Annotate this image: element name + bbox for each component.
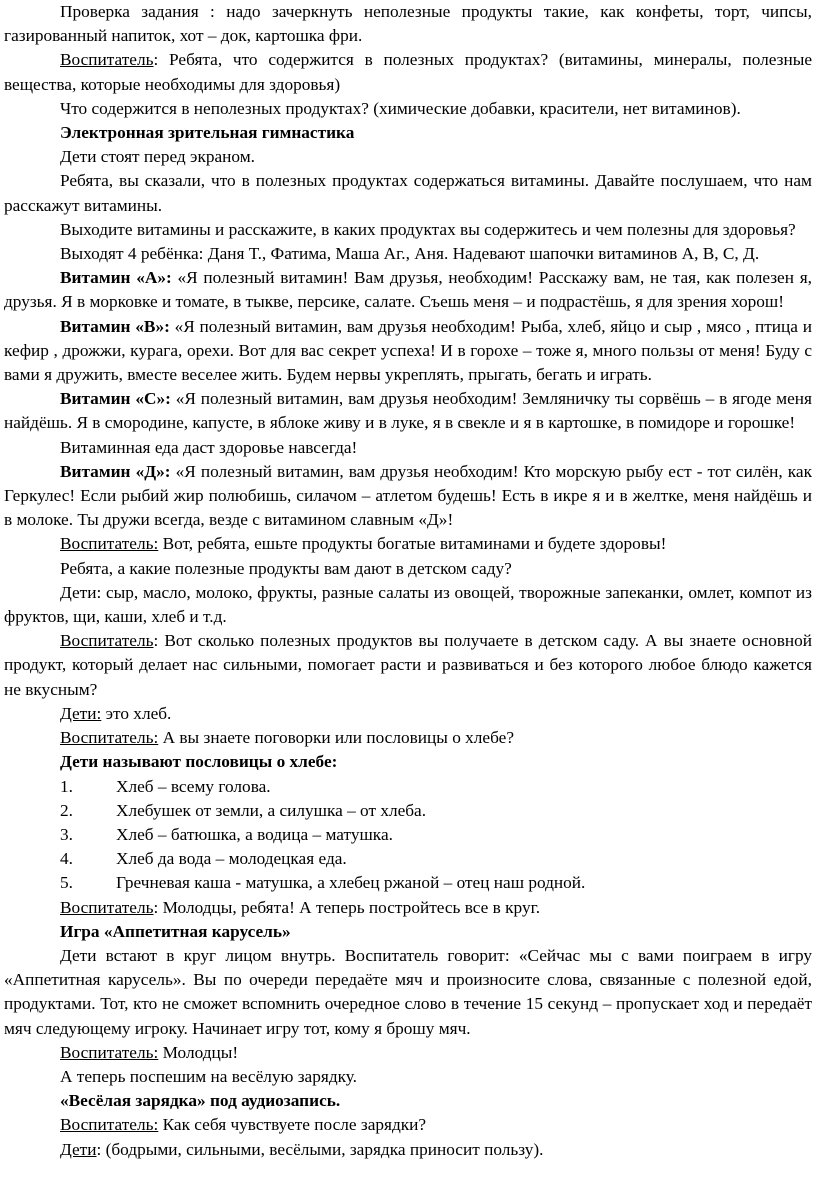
paragraph-task-check: Проверка задания : надо зачеркнуть неполезные продукты такие, как конфеты, торт, чипсы, газированный напиток, хот – док, картошка фри. xyxy=(4,2,812,46)
paragraph-game-rules: Дети встают в круг лицом внутрь. Воспитатель говорит: «Сейчас мы с вами поиграем в игру «Аппетитная карусель». Вы по очереди передаёте мяч и произносите слова, связанные с полезной едой, продуктами. Тот, кто не сможет вспомнить очередное слово в течение 15 секунд – пропускает ход и передаёт мяч следующему игроку. Начинает игру тот, кому я брошу мяч. xyxy=(4,945,812,1038)
vitamin-a-text: «Я полезный витамин! Вам друзья, необходим! Расскажу вам, не тая, как полезен я, друзья. Я в морковке и томате, в тыкве, персике, салате. Съешь меня – и подрастёшь, я для зрения хорош! xyxy=(4,268,812,312)
heading-proverbs: Дети называют пословицы о хлебе: xyxy=(60,752,338,772)
speaker-label: Воспитатель xyxy=(60,631,154,651)
speaker-label: Воспитатель: xyxy=(60,534,159,554)
speaker-label: Дети: xyxy=(60,703,102,723)
vitamin-b-text: «Я полезный витамин, вам друзья необходим! Рыба, хлеб, яйцо и сыр , мясо , птица и кефир , дрожжи, курага, орехи. Вот для вас секрет успеха! И в горохе – тоже я, много пользы от меня! Буду с вами я дружить, вместе веселее жить. Будем нервы укреплять, прыгать, бегать и играть. xyxy=(4,316,812,385)
paragraph-form-circle xyxy=(4,896,812,920)
paragraph-vitamin-b xyxy=(4,315,812,388)
paragraph-feel-question xyxy=(4,1113,812,1137)
speaker-label: Воспитатель: xyxy=(60,1115,159,1135)
paragraph-vitamin-d xyxy=(4,460,812,533)
list-item: 5. Гречневая каша - матушка, а хлебец ржаной – отец наш родной. xyxy=(60,873,586,893)
paragraph-children-stand: Дети стоят перед экраном. xyxy=(60,147,255,167)
speaker-label: Воспитатель xyxy=(60,897,154,917)
paragraph-vitamin-food: Витаминная еда даст здоровье навсегда! xyxy=(60,437,358,457)
list-item: 4. Хлеб да вода – молодецкая еда. xyxy=(60,849,347,869)
heading-game: Игра «Аппетитная карусель» xyxy=(60,921,291,941)
vitamin-c-label: Витамин «С»: xyxy=(60,389,171,409)
speaker-text: : (бодрыми, сильными, весёлыми, зарядка приносит пользу). xyxy=(96,1139,544,1159)
list-item: 2. Хлебушек от земли, а силушка – от хлеба. xyxy=(60,800,427,820)
heading-eye-gymnastics: Электронная зрительная гимнастика xyxy=(60,123,355,143)
paragraph-bread-answer xyxy=(4,702,812,726)
paragraph-vitamin-c xyxy=(4,387,812,435)
paragraph-main-product xyxy=(4,629,812,702)
vitamin-b-label: Витамин «В»: xyxy=(60,316,170,336)
paragraph-proverbs-question xyxy=(4,726,812,750)
speaker-label: Воспитатель: xyxy=(60,728,159,748)
paragraph-four-children: Выходят 4 ребёнка: Даня Т., Фатима, Маша Аг., Аня. Надевают шапочки витаминов А, В, С, Д. xyxy=(60,244,760,264)
paragraph-vitamins-intro: Ребята, вы сказали, что в полезных продуктах содержаться витамины. Давайте послушаем, что нам расскажут витамины. xyxy=(4,171,812,215)
heading-exercise: «Весёлая зарядка» под аудиозапись. xyxy=(60,1091,341,1111)
paragraph-eat-vitamins xyxy=(4,532,812,556)
paragraph-well-done xyxy=(4,1041,812,1065)
vitamin-c-text: «Я полезный витамин, вам друзья необходим! Земляничку ты сорвёшь – в ягоде меня найдёшь. Я в смородине, капусте, в яблоке живу и в луке, я в свекле и я в картошке, в помидоре и горошке! xyxy=(4,389,812,433)
speaker-text: это хлеб. xyxy=(101,703,172,723)
paragraph-children-answer: Дети: сыр, масло, молоко, фрукты, разные салаты из овощей, творожные запеканки, омлет, компот из фруктов, щи, каши, хлеб и т.д. xyxy=(4,582,812,627)
proverb-list xyxy=(4,775,812,896)
speaker-text: Как себя чувствуете после зарядки? xyxy=(158,1115,427,1135)
paragraph-teacher-question xyxy=(4,48,812,96)
speaker-text: А вы знаете поговорки или пословицы о хлебе? xyxy=(158,728,515,748)
speaker-text: Вот, ребята, ешьте продукты богатые витаминами и будете здоровы! xyxy=(158,534,667,554)
speaker-text: : Молодцы, ребята! А теперь постройтесь все в круг. xyxy=(153,897,541,917)
speaker-text: Молодцы! xyxy=(158,1042,239,1062)
speaker-label: Воспитатель xyxy=(60,50,154,70)
list-item: 3. Хлеб – батюшка, а водица – матушка. xyxy=(60,824,393,844)
speaker-label: Дети xyxy=(60,1139,97,1159)
vitamin-d-text: «Я полезный витамин, вам друзья необходим! Кто морскую рыбу ест - тот силён, как Геркулес! Если рыбий жир полюбишь, силачом – атлетом будешь! Есть в икре я и в желтке, меня найдёшь и в молоке. Ты дружи всегда, везде с витамином славным «Д»! xyxy=(4,461,812,530)
paragraph-kindergarten-question: Ребята, а какие полезные продукты вам дают в детском саду? xyxy=(60,558,512,578)
speaker-text: : Ребята, что содержится в полезных продуктах? (витамины, минералы, полезные вещества, которые необходимы для здоровья) xyxy=(4,50,812,94)
paragraph-vitamins-call: Выходите витамины и расскажите, в каких продуктах вы содержитесь и чем полезны для здоровья? xyxy=(60,219,796,239)
vitamin-d-label: Витамин «Д»: xyxy=(60,461,171,481)
paragraph-exercise-call: А теперь поспешим на весёлую зарядку. xyxy=(60,1066,357,1086)
speaker-label: Воспитатель: xyxy=(60,1042,159,1062)
paragraph-vitamin-a xyxy=(4,266,812,314)
paragraph-feel-answer xyxy=(4,1138,812,1162)
speaker-text: : Вот сколько полезных продуктов вы получаете в детском саду. А вы знаете основной продукт, который делает нас сильными, помогает расти и развиваться и без которого любое блюдо кажется не вкусным? xyxy=(4,631,812,699)
vitamin-a-label: Витамин «А»: xyxy=(60,268,172,288)
list-item: 1. Хлеб – всему голова. xyxy=(60,776,271,796)
paragraph-unhealthy-question: Что содержится в неполезных продуктах? (химические добавки, красители, нет витаминов). xyxy=(60,98,741,118)
